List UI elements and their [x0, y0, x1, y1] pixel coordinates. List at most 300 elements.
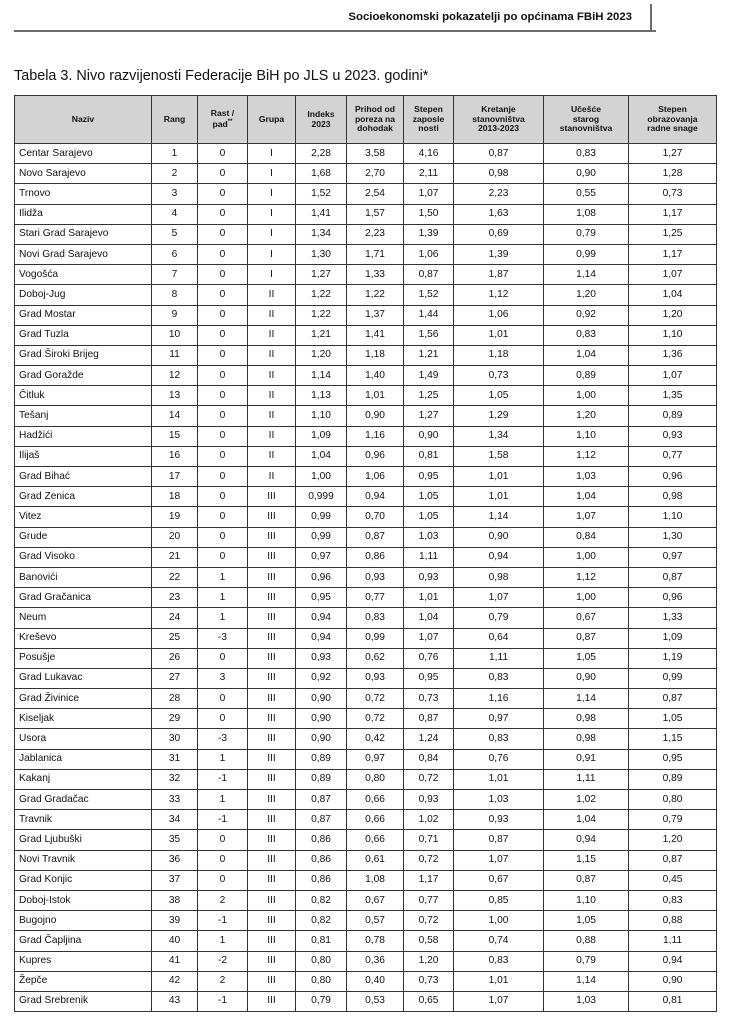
cell-rast-pad: -2: [198, 951, 248, 971]
cell-prihod: 1,57: [347, 204, 404, 224]
cell-grupa: III: [248, 890, 296, 910]
cell-naziv: Tešanj: [15, 406, 152, 426]
cell-rast-pad: 0: [198, 164, 248, 184]
cell-stepen-zaposlenosti: 1,39: [404, 224, 454, 244]
cell-rast-pad: 0: [198, 870, 248, 890]
cell-indeks: 0,89: [296, 769, 347, 789]
cell-prihod: 1,37: [347, 305, 404, 325]
cell-naziv: Grad Tuzla: [15, 325, 152, 345]
cell-grupa: II: [248, 406, 296, 426]
cell-naziv: Vitez: [15, 507, 152, 527]
table-row: [15, 366, 717, 386]
cell-ucesce: 1,03: [544, 991, 629, 1011]
table-row: [15, 790, 717, 810]
table-row: [15, 971, 717, 991]
cell-rang: 22: [152, 567, 198, 587]
cell-indeks: 2,28: [296, 144, 347, 164]
cell-rang: 11: [152, 345, 198, 365]
table-row: [15, 567, 717, 587]
header-rang: Rang: [152, 96, 198, 144]
cell-indeks: 1,22: [296, 305, 347, 325]
cell-rang: 13: [152, 386, 198, 406]
cell-kretanje: 0,87: [454, 830, 544, 850]
table-row: [15, 608, 717, 628]
cell-grupa: II: [248, 305, 296, 325]
cell-obrazovanje: 0,81: [629, 991, 717, 1011]
cell-obrazovanje: 1,17: [629, 244, 717, 264]
cell-ucesce: 1,03: [544, 467, 629, 487]
cell-indeks: 0,87: [296, 790, 347, 810]
cell-rang: 43: [152, 991, 198, 1011]
cell-stepen-zaposlenosti: 1,01: [404, 588, 454, 608]
cell-rang: 16: [152, 446, 198, 466]
cell-prihod: 1,06: [347, 467, 404, 487]
cell-prihod: 2,70: [347, 164, 404, 184]
cell-indeks: 0,93: [296, 648, 347, 668]
cell-indeks: 1,13: [296, 386, 347, 406]
cell-naziv: Grad Ljubuški: [15, 830, 152, 850]
cell-ucesce: 1,04: [544, 810, 629, 830]
cell-obrazovanje: 1,25: [629, 224, 717, 244]
cell-prihod: 0,90: [347, 406, 404, 426]
cell-naziv: Novi Grad Sarajevo: [15, 244, 152, 264]
cell-ucesce: 1,02: [544, 790, 629, 810]
cell-rang: 29: [152, 709, 198, 729]
cell-prihod: 2,54: [347, 184, 404, 204]
cell-indeks: 0,92: [296, 668, 347, 688]
cell-grupa: III: [248, 991, 296, 1011]
table-row: [15, 446, 717, 466]
cell-indeks: 1,09: [296, 426, 347, 446]
table-row: [15, 709, 717, 729]
cell-stepen-zaposlenosti: 0,93: [404, 790, 454, 810]
header-prihod: Prihod od poreza na dohodak: [347, 96, 404, 144]
cell-ucesce: 0,91: [544, 749, 629, 769]
cell-naziv: Grad Goražde: [15, 366, 152, 386]
cell-rast-pad: 0: [198, 224, 248, 244]
cell-naziv: Čitluk: [15, 386, 152, 406]
cell-stepen-zaposlenosti: 1,49: [404, 366, 454, 386]
cell-obrazovanje: 0,95: [629, 749, 717, 769]
table-row: [15, 890, 717, 910]
table-row: [15, 507, 717, 527]
cell-ucesce: 1,20: [544, 406, 629, 426]
cell-obrazovanje: 1,33: [629, 608, 717, 628]
cell-rast-pad: 0: [198, 850, 248, 870]
cell-kretanje: 1,87: [454, 265, 544, 285]
cell-ucesce: 0,90: [544, 164, 629, 184]
cell-rast-pad: -1: [198, 769, 248, 789]
cell-naziv: Žepče: [15, 971, 152, 991]
table-row: [15, 426, 717, 446]
cell-indeks: 0,81: [296, 931, 347, 951]
cell-stepen-zaposlenosti: 0,72: [404, 911, 454, 931]
cell-rast-pad: 0: [198, 325, 248, 345]
cell-stepen-zaposlenosti: 0,90: [404, 426, 454, 446]
cell-rast-pad: 0: [198, 507, 248, 527]
cell-stepen-zaposlenosti: 0,65: [404, 991, 454, 1011]
cell-indeks: 0,80: [296, 951, 347, 971]
table-row: [15, 588, 717, 608]
cell-prihod: 0,42: [347, 729, 404, 749]
cell-rang: 20: [152, 527, 198, 547]
cell-stepen-zaposlenosti: 0,73: [404, 971, 454, 991]
table-row: [15, 345, 717, 365]
cell-obrazovanje: 0,89: [629, 769, 717, 789]
cell-stepen-zaposlenosti: 1,07: [404, 628, 454, 648]
cell-ucesce: 0,99: [544, 244, 629, 264]
cell-ucesce: 0,88: [544, 931, 629, 951]
cell-rast-pad: -1: [198, 991, 248, 1011]
cell-rast-pad: 1: [198, 790, 248, 810]
cell-stepen-zaposlenosti: 1,27: [404, 406, 454, 426]
cell-ucesce: 1,00: [544, 547, 629, 567]
cell-kretanje: 1,11: [454, 648, 544, 668]
cell-obrazovanje: 1,30: [629, 527, 717, 547]
cell-obrazovanje: 0,87: [629, 850, 717, 870]
table-row: [15, 951, 717, 971]
cell-obrazovanje: 1,11: [629, 931, 717, 951]
cell-rast-pad: -1: [198, 911, 248, 931]
table-row: [15, 224, 717, 244]
cell-kretanje: 1,01: [454, 467, 544, 487]
cell-kretanje: 0,69: [454, 224, 544, 244]
cell-obrazovanje: 0,99: [629, 668, 717, 688]
table-row: [15, 870, 717, 890]
cell-naziv: Grad Bihać: [15, 467, 152, 487]
cell-prihod: 1,40: [347, 366, 404, 386]
cell-prihod: 1,22: [347, 285, 404, 305]
cell-rang: 38: [152, 890, 198, 910]
cell-indeks: 1,20: [296, 345, 347, 365]
cell-ucesce: 1,14: [544, 971, 629, 991]
cell-naziv: Travnik: [15, 810, 152, 830]
cell-obrazovanje: 0,90: [629, 971, 717, 991]
table-row: [15, 265, 717, 285]
cell-stepen-zaposlenosti: 0,71: [404, 830, 454, 850]
cell-kretanje: 1,01: [454, 487, 544, 507]
cell-grupa: II: [248, 366, 296, 386]
table-row: [15, 830, 717, 850]
cell-naziv: Grad Gradačac: [15, 790, 152, 810]
cell-ucesce: 0,92: [544, 305, 629, 325]
cell-grupa: III: [248, 709, 296, 729]
cell-rast-pad: 3: [198, 668, 248, 688]
cell-prihod: 0,80: [347, 769, 404, 789]
cell-indeks: 0,89: [296, 749, 347, 769]
header-indeks: Indeks 2023: [296, 96, 347, 144]
cell-indeks: 0,86: [296, 850, 347, 870]
development-table: [14, 95, 717, 1012]
cell-rang: 6: [152, 244, 198, 264]
cell-rang: 42: [152, 971, 198, 991]
cell-rast-pad: 0: [198, 305, 248, 325]
cell-prihod: 0,61: [347, 850, 404, 870]
cell-naziv: Grad Gračanica: [15, 588, 152, 608]
cell-obrazovanje: 0,96: [629, 467, 717, 487]
cell-grupa: III: [248, 689, 296, 709]
cell-ucesce: 0,87: [544, 628, 629, 648]
cell-naziv: Usora: [15, 729, 152, 749]
header-ucesce: Učešće starog stanovništva: [544, 96, 629, 144]
cell-stepen-zaposlenosti: 1,05: [404, 507, 454, 527]
cell-rast-pad: 0: [198, 366, 248, 386]
cell-rast-pad: 0: [198, 244, 248, 264]
cell-ucesce: 1,08: [544, 204, 629, 224]
cell-prihod: 0,67: [347, 890, 404, 910]
cell-indeks: 0,999: [296, 487, 347, 507]
cell-prihod: 1,08: [347, 870, 404, 890]
cell-obrazovanje: 1,09: [629, 628, 717, 648]
cell-rast-pad: 0: [198, 345, 248, 365]
cell-ucesce: 1,20: [544, 285, 629, 305]
cell-prihod: 1,71: [347, 244, 404, 264]
cell-rang: 33: [152, 790, 198, 810]
cell-obrazovanje: 0,88: [629, 911, 717, 931]
cell-indeks: 0,94: [296, 628, 347, 648]
cell-naziv: Kreševo: [15, 628, 152, 648]
cell-rast-pad: 0: [198, 709, 248, 729]
cell-rang: 9: [152, 305, 198, 325]
cell-kretanje: 1,01: [454, 769, 544, 789]
cell-grupa: III: [248, 588, 296, 608]
cell-grupa: II: [248, 285, 296, 305]
cell-ucesce: 1,00: [544, 588, 629, 608]
table-row: [15, 810, 717, 830]
cell-grupa: I: [248, 204, 296, 224]
table-row: [15, 244, 717, 264]
cell-indeks: 0,86: [296, 870, 347, 890]
cell-obrazovanje: 0,96: [629, 588, 717, 608]
cell-prihod: 0,94: [347, 487, 404, 507]
cell-grupa: III: [248, 911, 296, 931]
cell-rang: 35: [152, 830, 198, 850]
cell-rang: 28: [152, 689, 198, 709]
cell-ucesce: 0,94: [544, 830, 629, 850]
table-row: [15, 991, 717, 1011]
cell-grupa: III: [248, 749, 296, 769]
cell-obrazovanje: 0,45: [629, 870, 717, 890]
cell-ucesce: 1,05: [544, 648, 629, 668]
cell-stepen-zaposlenosti: 0,81: [404, 446, 454, 466]
cell-obrazovanje: 0,97: [629, 547, 717, 567]
cell-grupa: III: [248, 527, 296, 547]
cell-kretanje: 0,79: [454, 608, 544, 628]
cell-rang: 21: [152, 547, 198, 567]
cell-indeks: 0,87: [296, 810, 347, 830]
cell-rang: 1: [152, 144, 198, 164]
cell-ucesce: 1,00: [544, 386, 629, 406]
cell-kretanje: 0,64: [454, 628, 544, 648]
cell-ucesce: 1,04: [544, 345, 629, 365]
cell-kretanje: 0,93: [454, 810, 544, 830]
cell-rang: 24: [152, 608, 198, 628]
cell-kretanje: 1,05: [454, 386, 544, 406]
cell-naziv: Neum: [15, 608, 152, 628]
cell-naziv: Grad Lukavac: [15, 668, 152, 688]
cell-ucesce: 1,12: [544, 446, 629, 466]
cell-obrazovanje: 1,07: [629, 366, 717, 386]
cell-rang: 31: [152, 749, 198, 769]
cell-grupa: II: [248, 467, 296, 487]
cell-rast-pad: 2: [198, 890, 248, 910]
cell-rang: 30: [152, 729, 198, 749]
cell-naziv: Hadžići: [15, 426, 152, 446]
cell-rang: 7: [152, 265, 198, 285]
cell-stepen-zaposlenosti: 1,03: [404, 527, 454, 547]
cell-grupa: III: [248, 507, 296, 527]
cell-kretanje: 1,07: [454, 991, 544, 1011]
cell-rast-pad: 1: [198, 608, 248, 628]
cell-indeks: 1,27: [296, 265, 347, 285]
cell-obrazovanje: 1,27: [629, 144, 717, 164]
cell-stepen-zaposlenosti: 1,44: [404, 305, 454, 325]
cell-stepen-zaposlenosti: 0,76: [404, 648, 454, 668]
cell-grupa: I: [248, 184, 296, 204]
cell-ucesce: 1,10: [544, 426, 629, 446]
cell-indeks: 0,82: [296, 890, 347, 910]
cell-naziv: Kupres: [15, 951, 152, 971]
cell-rang: 19: [152, 507, 198, 527]
table-row: [15, 547, 717, 567]
cell-indeks: 1,14: [296, 366, 347, 386]
cell-obrazovanje: 0,80: [629, 790, 717, 810]
cell-rang: 32: [152, 769, 198, 789]
cell-rang: 39: [152, 911, 198, 931]
cell-kretanje: 1,06: [454, 305, 544, 325]
cell-stepen-zaposlenosti: 1,02: [404, 810, 454, 830]
cell-grupa: II: [248, 345, 296, 365]
running-header-divider: [650, 4, 652, 32]
cell-kretanje: 1,29: [454, 406, 544, 426]
table-row: [15, 668, 717, 688]
cell-stepen-zaposlenosti: 4,16: [404, 144, 454, 164]
cell-stepen-zaposlenosti: 1,04: [404, 608, 454, 628]
cell-naziv: Grad Mostar: [15, 305, 152, 325]
cell-kretanje: 0,98: [454, 567, 544, 587]
cell-ucesce: 0,55: [544, 184, 629, 204]
cell-prihod: 1,01: [347, 386, 404, 406]
cell-rast-pad: 0: [198, 830, 248, 850]
header-rast-pad: Rast / pad**: [198, 96, 248, 144]
cell-indeks: 0,95: [296, 588, 347, 608]
cell-prihod: 0,86: [347, 547, 404, 567]
cell-prihod: 0,97: [347, 749, 404, 769]
cell-prihod: 0,96: [347, 446, 404, 466]
cell-ucesce: 1,14: [544, 689, 629, 709]
cell-prihod: 1,33: [347, 265, 404, 285]
cell-naziv: Centar Sarajevo: [15, 144, 152, 164]
table-caption: Tabela 3. Nivo razvijenosti Federacije BiH po JLS u 2023. godini*: [14, 68, 429, 84]
cell-stepen-zaposlenosti: 2,11: [404, 164, 454, 184]
cell-ucesce: 0,67: [544, 608, 629, 628]
cell-obrazovanje: 0,87: [629, 689, 717, 709]
cell-obrazovanje: 1,20: [629, 830, 717, 850]
table-row: [15, 527, 717, 547]
cell-obrazovanje: 0,89: [629, 406, 717, 426]
cell-kretanje: 1,00: [454, 911, 544, 931]
cell-naziv: Grad Konjic: [15, 870, 152, 890]
table-row: [15, 689, 717, 709]
cell-indeks: 0,99: [296, 527, 347, 547]
cell-obrazovanje: 1,07: [629, 265, 717, 285]
cell-naziv: Ilijaš: [15, 446, 152, 466]
cell-indeks: 0,99: [296, 507, 347, 527]
table-row: [15, 204, 717, 224]
cell-rast-pad: 1: [198, 567, 248, 587]
cell-rast-pad: 0: [198, 386, 248, 406]
cell-rang: 4: [152, 204, 198, 224]
cell-naziv: Stari Grad Sarajevo: [15, 224, 152, 244]
cell-ucesce: 1,10: [544, 890, 629, 910]
table-row: [15, 749, 717, 769]
cell-prihod: 0,99: [347, 628, 404, 648]
cell-naziv: Bugojno: [15, 911, 152, 931]
cell-ucesce: 1,04: [544, 487, 629, 507]
table-row: [15, 850, 717, 870]
cell-ucesce: 1,14: [544, 265, 629, 285]
cell-rast-pad: 1: [198, 931, 248, 951]
cell-prihod: 0,57: [347, 911, 404, 931]
cell-naziv: Doboj-Istok: [15, 890, 152, 910]
cell-rast-pad: 0: [198, 184, 248, 204]
cell-kretanje: 1,18: [454, 345, 544, 365]
cell-rang: 40: [152, 931, 198, 951]
cell-obrazovanje: 1,19: [629, 648, 717, 668]
cell-indeks: 0,90: [296, 709, 347, 729]
cell-stepen-zaposlenosti: 0,87: [404, 265, 454, 285]
cell-stepen-zaposlenosti: 1,56: [404, 325, 454, 345]
cell-rast-pad: 1: [198, 749, 248, 769]
cell-grupa: III: [248, 608, 296, 628]
cell-rang: 5: [152, 224, 198, 244]
cell-ucesce: 0,83: [544, 144, 629, 164]
cell-naziv: Kakanj: [15, 769, 152, 789]
cell-kretanje: 0,94: [454, 547, 544, 567]
cell-naziv: Doboj-Jug: [15, 285, 152, 305]
cell-grupa: III: [248, 628, 296, 648]
cell-naziv: Banovići: [15, 567, 152, 587]
cell-obrazovanje: 1,10: [629, 507, 717, 527]
cell-kretanje: 0,73: [454, 366, 544, 386]
cell-prihod: 0,36: [347, 951, 404, 971]
cell-naziv: Grad Visoko: [15, 547, 152, 567]
cell-prihod: 0,66: [347, 810, 404, 830]
cell-naziv: Kiseljak: [15, 709, 152, 729]
cell-prihod: 0,78: [347, 931, 404, 951]
cell-ucesce: 0,90: [544, 668, 629, 688]
cell-rast-pad: 2: [198, 971, 248, 991]
header-stepen-zaposlenosti: Stepen zaposle nosti: [404, 96, 454, 144]
cell-obrazovanje: 0,83: [629, 890, 717, 910]
table-row: [15, 931, 717, 951]
cell-rang: 34: [152, 810, 198, 830]
cell-naziv: Ilidža: [15, 204, 152, 224]
cell-indeks: 0,94: [296, 608, 347, 628]
cell-stepen-zaposlenosti: 0,95: [404, 467, 454, 487]
cell-ucesce: 1,12: [544, 567, 629, 587]
cell-kretanje: 0,76: [454, 749, 544, 769]
cell-obrazovanje: 1,15: [629, 729, 717, 749]
cell-prihod: 0,72: [347, 709, 404, 729]
cell-kretanje: 0,83: [454, 729, 544, 749]
cell-indeks: 0,96: [296, 567, 347, 587]
cell-kretanje: 0,83: [454, 668, 544, 688]
cell-grupa: I: [248, 265, 296, 285]
header-obrazovanje: Stepen obrazovanja radne snage: [629, 96, 717, 144]
cell-grupa: III: [248, 567, 296, 587]
cell-rast-pad: 0: [198, 406, 248, 426]
